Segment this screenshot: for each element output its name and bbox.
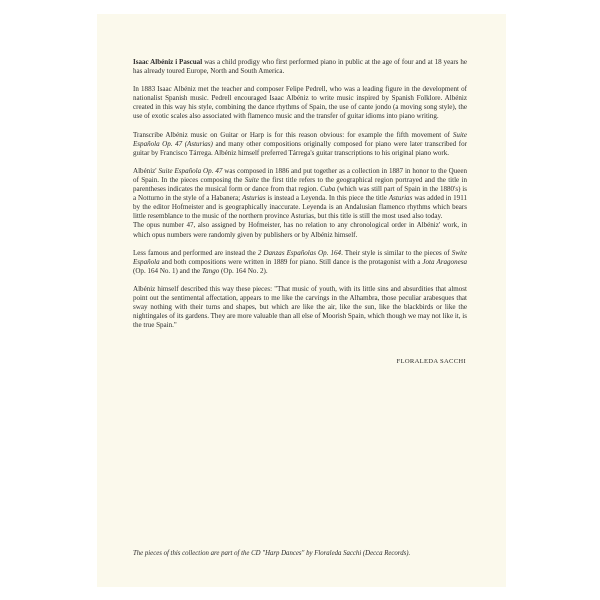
paragraph-transcription: Transcribe Albéniz music on Guitar or Harp is for this reason obvious: for example the fifth movement of Suite Española Op. 47 (Asturias) and many other compositions originally composed for piano were later transcribed for guitar by Francisco Tárrega. Albéniz himself preferred Tárrega's guitar transcriptions to his original piano work. bbox=[133, 130, 467, 157]
paragraph-quote: Albéniz himself described this way these pieces: "That music of youth, with its little sins and absurdities that almost point out the sentimental affectation, appears to me like the carvings in the Alhambra, those peculiar arabesques that sway nothing with their turns and shapes, but which are like the air, like the sun, like the blackbirds or like the nightingales of its gardens. They are more valuable than all else of Moorish Spain, which though we may not like it, is the true Spain." bbox=[133, 284, 467, 330]
paragraph-intro: Isaac Albéniz i Pascual was a child prodigy who first performed piano in public at the age of four and at 18 years he has already toured Europe, North and South America. bbox=[133, 58, 467, 76]
paragraph-suite-espanola: Albéniz' Suite Española Op. 47 was composed in 1886 and put together as a collection in 1887 in honor to the Queen of Spain. In the pieces composing the Suite the first title refers to the geographical region portrayed and the title in parentheses indicates the musical form or dance from that region. Cuba (which was still part of Spain in the 1880's) is a Notturno in the style of a Habanera; Asturias is instead a Leyenda. In this piece the title Asturias was added in 1911 by the editor Hofmeister and is geographically inaccurate. Leyenda is an Andalusian flamenco rhythms which bears little resemblance to the music of the northern province Asturias, but this title is still the most used also today. bbox=[133, 166, 468, 221]
paragraph-pedrell: In 1883 Isaac Albéniz met the teacher and composer Felipe Pedrell, who was a leading figure in the development of nationalist Spanish music. Pedrell encouraged Isaac Albéniz to write music inspired by Spanish Folklore. Albéniz created in this way his style, combining the dance rhythms of Spain, the use of cante jondo (a moving song style), the use of exotic scales also associated with flamenco music and the transfer of guitar idioms into piano writing. bbox=[133, 85, 467, 121]
footnote: The pieces of this collection are part of the CD "Harp Dances" by Floraleda Sacchi (Decca Records). bbox=[133, 550, 411, 557]
document-page bbox=[97, 14, 506, 587]
author-signature: FLORALEDA SACCHI bbox=[396, 358, 466, 365]
paragraph-danzas: Less famous and performed are instead the 2 Danzas Españolas Op. 164. Their style is similar to the pieces of Swite Española and both compositions were written in 1889 for piano. Still dance is the protagonist with a Jota Aragonesa (Op. 164 No. 1) and the Tango (Op. 164 No. 2). bbox=[133, 248, 468, 275]
composer-name: Isaac Albéniz i Pascual bbox=[133, 58, 203, 66]
paragraph-opus-number: The opus number 47, also assigned by Hofmeister, has no relation to any chronological order in Albéniz' work, in which opus numbers were randomly given by publishers or by Albéniz himself. bbox=[133, 221, 467, 239]
article-body bbox=[133, 58, 467, 339]
